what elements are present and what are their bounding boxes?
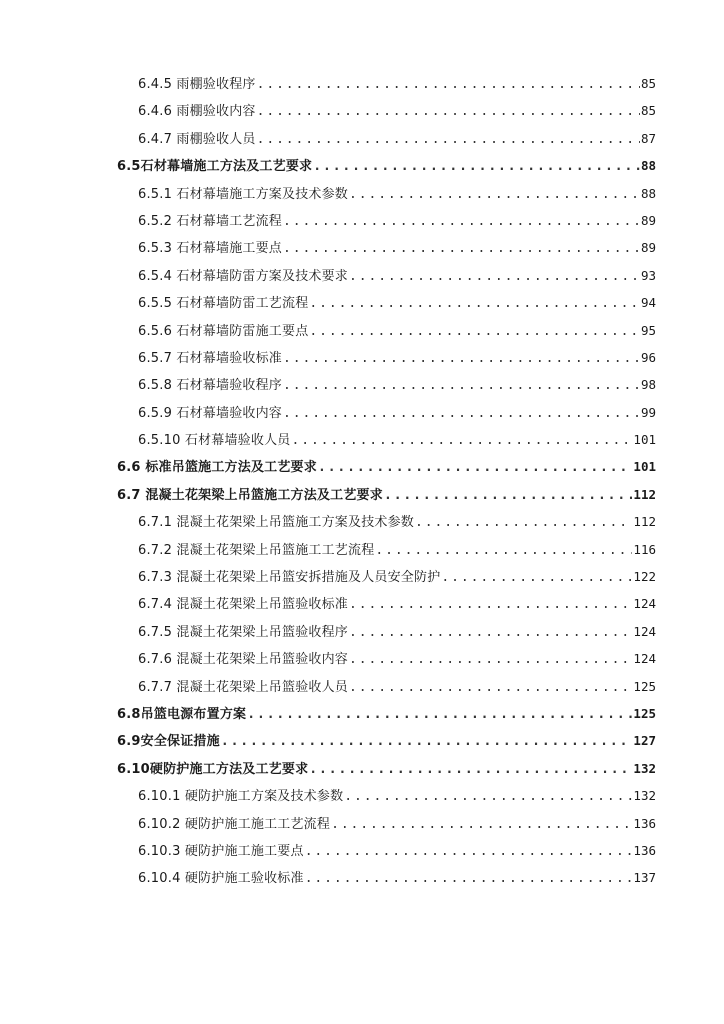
toc-leader-dots xyxy=(257,77,640,92)
toc-entry-title: 6.9安全保证措施 xyxy=(117,734,220,750)
toc-leader-dots xyxy=(349,680,632,695)
toc-entry-page: 101 xyxy=(633,432,656,448)
toc-entry[interactable] xyxy=(0,100,724,127)
toc-leader-dots xyxy=(313,159,640,174)
toc-entry-title: 6.8吊篮电源布置方案 xyxy=(117,706,247,722)
toc-leader-dots xyxy=(283,406,640,421)
toc-entry[interactable] xyxy=(0,374,724,401)
toc-leader-dots xyxy=(384,488,632,503)
toc-leader-dots xyxy=(283,351,640,366)
toc-entry-title: 6.7.2 混凝土花架梁上吊篮施工工艺流程 xyxy=(138,542,375,558)
toc-entry[interactable] xyxy=(0,73,724,100)
toc-entry-title: 6.7.7 混凝土花架梁上吊篮验收人员 xyxy=(138,679,349,695)
toc-entry-page: 116 xyxy=(633,541,656,557)
toc-entry[interactable] xyxy=(0,402,724,429)
toc-entry-title: 6.7.1 混凝土花架梁上吊篮施工方案及技术参数 xyxy=(138,515,415,531)
toc-section-heading[interactable] xyxy=(0,758,724,785)
toc-entry-title: 6.4.5 雨棚验收程序 xyxy=(138,77,256,92)
toc-entry-page: 85 xyxy=(640,103,656,119)
toc-leader-dots xyxy=(318,460,632,475)
toc-entry-page: 112 xyxy=(633,514,656,530)
toc-entry-title: 6.5石材幕墙施工方法及工艺要求 xyxy=(117,159,313,175)
toc-leader-dots xyxy=(257,104,640,119)
toc-leader-dots xyxy=(349,269,640,284)
toc-leader-dots xyxy=(349,625,632,640)
toc-entry[interactable] xyxy=(0,840,724,867)
toc-entry-page: 89 xyxy=(640,240,656,256)
toc-entry-title: 6.4.6 雨棚验收内容 xyxy=(138,104,256,120)
toc-entry-page: 96 xyxy=(640,349,656,365)
toc-entry-title: 6.7.4 混凝土花架梁上吊篮验收标准 xyxy=(138,597,349,613)
toc-leader-dots xyxy=(309,296,640,311)
toc-entry-title: 6.5.3 石材幕墙施工要点 xyxy=(138,241,283,257)
toc-leader-dots xyxy=(305,871,633,886)
toc-entry-title: 6.4.7 雨棚验收人员 xyxy=(138,131,256,147)
toc-entry-page: 132 xyxy=(633,760,656,776)
toc-leader-dots xyxy=(309,324,640,339)
toc-entry[interactable] xyxy=(0,539,724,566)
toc-entry-page: 93 xyxy=(640,267,656,283)
table-of-contents xyxy=(0,73,724,895)
toc-entry[interactable] xyxy=(0,676,724,703)
toc-leader-dots xyxy=(349,187,640,202)
toc-leader-dots xyxy=(309,762,632,777)
toc-section-heading[interactable] xyxy=(0,484,724,511)
toc-entry-title: 6.5.1 石材幕墙施工方案及技术参数 xyxy=(138,186,349,202)
toc-entry-page: 89 xyxy=(640,212,656,228)
toc-entry-page: 124 xyxy=(633,651,656,667)
toc-entry-title: 6.7.5 混凝土花架梁上吊篮验收程序 xyxy=(138,624,349,640)
toc-leader-dots xyxy=(331,817,632,832)
toc-leader-dots xyxy=(344,789,632,804)
toc-entry[interactable] xyxy=(0,429,724,456)
toc-entry[interactable] xyxy=(0,265,724,292)
toc-entry-title: 6.5.9 石材幕墙验收内容 xyxy=(138,405,283,421)
toc-leader-dots xyxy=(221,734,633,749)
toc-entry-page: 85 xyxy=(640,76,656,91)
toc-entry-page: 124 xyxy=(633,596,656,612)
toc-entry-title: 6.5.7 石材幕墙验收标准 xyxy=(138,350,283,366)
toc-entry[interactable] xyxy=(0,785,724,812)
toc-entry-title: 6.5.8 石材幕墙验收程序 xyxy=(138,378,283,394)
toc-entry-page: 136 xyxy=(633,815,656,831)
toc-leader-dots xyxy=(257,132,640,147)
toc-leader-dots xyxy=(247,707,632,722)
toc-leader-dots xyxy=(291,433,632,448)
toc-entry-page: 132 xyxy=(633,788,656,804)
toc-leader-dots xyxy=(415,515,632,530)
toc-leader-dots xyxy=(283,241,640,256)
toc-entry-page: 127 xyxy=(633,733,656,749)
toc-entry-page: 99 xyxy=(640,404,656,420)
toc-entry-title: 6.7.6 混凝土花架梁上吊篮验收内容 xyxy=(138,652,349,668)
toc-entry-title: 6.7 混凝土花架梁上吊篮施工方法及工艺要求 xyxy=(117,487,383,503)
toc-entry-title: 6.10.1 硬防护施工方案及技术参数 xyxy=(138,789,344,805)
toc-entry-page: 125 xyxy=(633,678,656,694)
toc-entry-title: 6.5.6 石材幕墙防雷施工要点 xyxy=(138,323,309,339)
toc-entry[interactable] xyxy=(0,237,724,264)
toc-entry[interactable] xyxy=(0,347,724,374)
toc-entry-title: 6.5.5 石材幕墙防雷工艺流程 xyxy=(138,296,309,312)
toc-entry-page: 88 xyxy=(640,185,656,201)
toc-entry[interactable] xyxy=(0,648,724,675)
toc-entry[interactable] xyxy=(0,867,724,894)
toc-entry[interactable] xyxy=(0,813,724,840)
toc-leader-dots xyxy=(375,543,632,558)
toc-entry-page: 87 xyxy=(640,130,656,146)
toc-entry-page: 94 xyxy=(640,295,656,311)
toc-entry-page: 137 xyxy=(633,870,656,886)
toc-entry[interactable] xyxy=(0,292,724,319)
toc-entry-page: 125 xyxy=(633,705,656,721)
toc-entry-title: 6.6 标准吊篮施工方法及工艺要求 xyxy=(117,460,317,476)
toc-entry[interactable] xyxy=(0,210,724,237)
toc-entry-page: 101 xyxy=(633,459,656,475)
toc-entry[interactable] xyxy=(0,511,724,538)
toc-entry-title: 6.5.2 石材幕墙工艺流程 xyxy=(138,213,283,229)
toc-entry[interactable] xyxy=(0,320,724,347)
toc-entry-page: 124 xyxy=(633,623,656,639)
toc-entry[interactable] xyxy=(0,183,724,210)
toc-entry[interactable] xyxy=(0,566,724,593)
toc-entry-title: 6.5.10 石材幕墙验收人员 xyxy=(138,433,291,449)
toc-entry-title: 6.5.4 石材幕墙防雷方案及技术要求 xyxy=(138,268,349,284)
toc-entry-title: 6.10.2 硬防护施工施工工艺流程 xyxy=(138,816,331,832)
toc-leader-dots xyxy=(283,378,640,393)
toc-leader-dots xyxy=(349,597,632,612)
toc-entry-page: 136 xyxy=(633,842,656,858)
toc-entry-title: 6.10.4 硬防护施工验收标准 xyxy=(138,871,304,887)
toc-entry-title: 6.10.3 硬防护施工施工要点 xyxy=(138,843,304,859)
toc-section-heading[interactable] xyxy=(0,456,724,483)
toc-entry[interactable] xyxy=(0,593,724,620)
toc-entry-page: 88 xyxy=(640,158,656,174)
toc-entry-title: 6.7.3 混凝土花架梁上吊篮安拆措施及人员安全防护 xyxy=(138,570,441,586)
toc-entry[interactable] xyxy=(0,128,724,155)
toc-entry[interactable] xyxy=(0,621,724,648)
toc-leader-dots xyxy=(305,844,633,859)
toc-section-heading[interactable] xyxy=(0,703,724,730)
toc-leader-dots xyxy=(283,214,640,229)
toc-entry-page: 98 xyxy=(640,377,656,393)
toc-entry-title: 6.10硬防护施工方法及工艺要求 xyxy=(117,761,309,777)
toc-section-heading[interactable] xyxy=(0,155,724,182)
toc-leader-dots xyxy=(441,570,632,585)
toc-entry-page: 122 xyxy=(633,569,656,585)
toc-section-heading[interactable] xyxy=(0,730,724,757)
toc-entry-page: 112 xyxy=(633,486,656,502)
toc-entry-page: 95 xyxy=(640,322,656,338)
toc-leader-dots xyxy=(349,652,632,667)
